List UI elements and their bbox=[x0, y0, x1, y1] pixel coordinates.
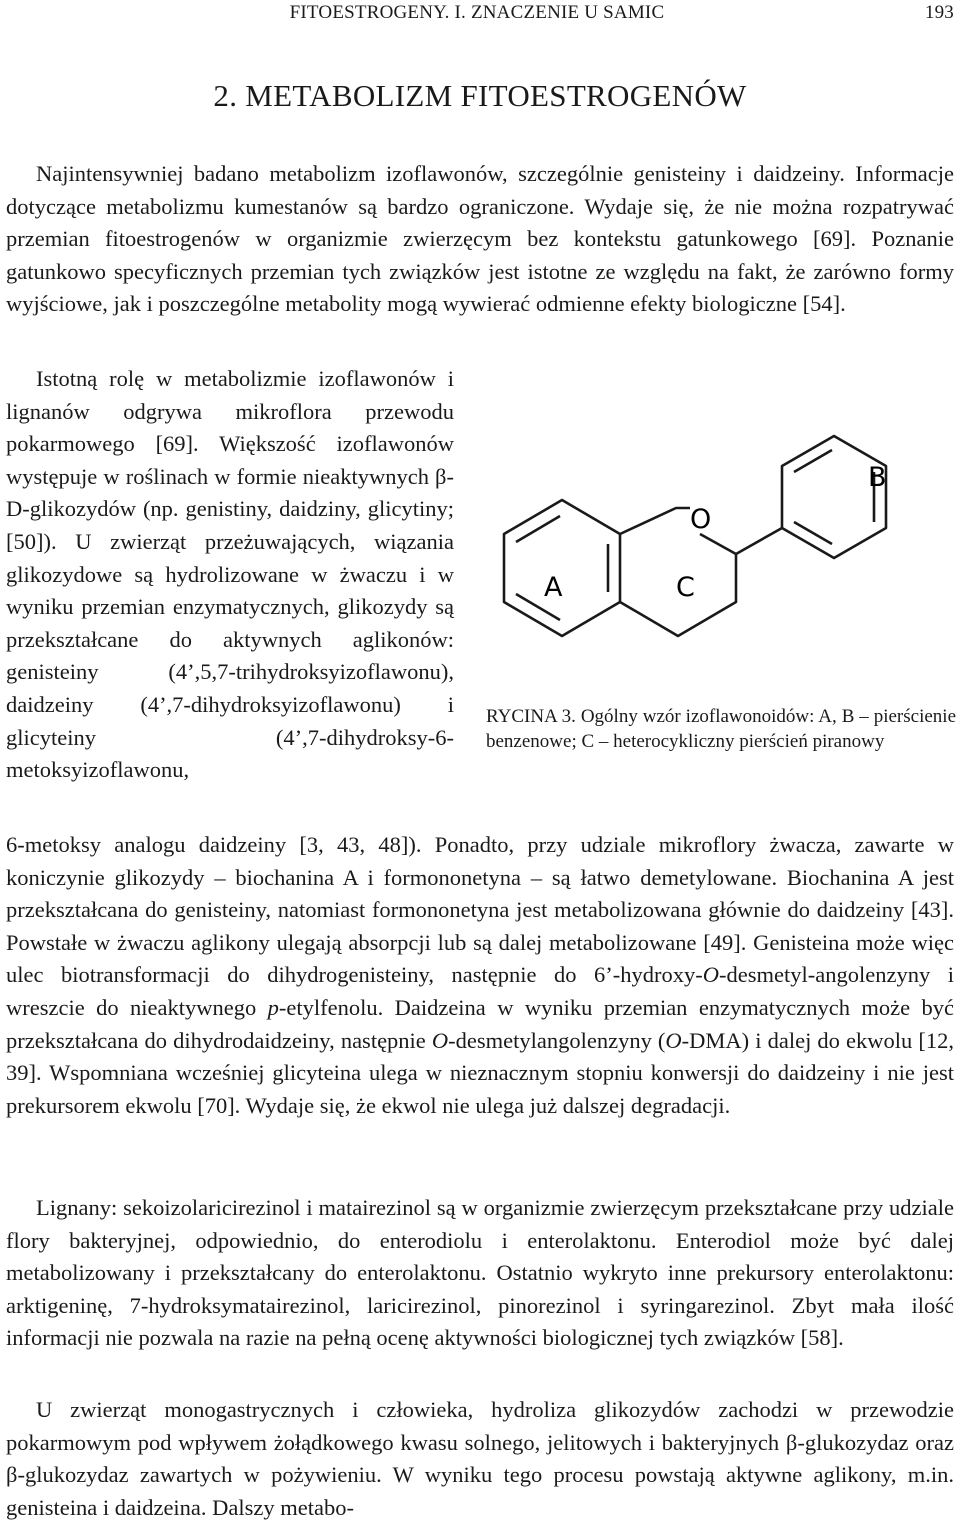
ring-a-outline bbox=[504, 500, 620, 636]
figure-caption: RYCINA 3. Ogólny wzór izoflawonoidów: A, B – pierścienie benzenowe; C – heterocykliczny pierścień piranowy bbox=[486, 706, 956, 752]
ring-a-label: A bbox=[544, 572, 563, 603]
italic-run: O bbox=[431, 1027, 449, 1053]
ring-link-bond bbox=[736, 528, 782, 554]
text-run: 6-metoksy analogu daidzeiny [3, 43, 48]). Ponadto, przy udziale mikroflory żwacza, zawarte w koniczynie glikozydy – biochanina A i formononetyna – są łatwo demetylowane. Biochanina A jest przekształcana do genisteiny, natomiast formononetyna jest metabolizowana głównie do daidzeiny [43]. Powstałe w żwaczu aglikony ulegają absorpcji lub są dalej metabolizowane [49]. Genisteina może więc ulec biotransformacji do dihydrogenisteiny, następnie do 6’-hydroxy- bbox=[6, 832, 954, 988]
ring-c-outline bbox=[620, 508, 690, 534]
ring-c-label: C bbox=[676, 572, 695, 603]
isoflavonoid-structure-diagram bbox=[486, 394, 956, 694]
section-heading: 2. METABOLIZM FITOESTROGENÓW bbox=[213, 78, 747, 113]
paragraph-microflora-continued bbox=[6, 829, 954, 1122]
ring-b-double-bond bbox=[794, 450, 832, 472]
paragraph-microflora: Istotną rolę w metabolizmie izoflawonów i lignanów odgrywa mikroflora przewodu pokarmowego [69]. Większość izoflawonów występuje w roślinach w formie nieaktywnych β-D-glikozydów (np. genistiny, daidziny, glicytiny; [50]). U zwierząt przeżuwających, wiązania glikozydowe są hydrolizowane w żwaczu i w wyniku przemian enzymatycznych, glikozydy są przekształcane do aktywnych aglikonów: genisteiny (4’,5,7-trihydroksyizoflawonu), daidzeiny (4’,7-dihydroksyizoflawonu) i glicyteiny (4’,7-dihydroksy-6-metoksyizoflawonu, bbox=[6, 366, 454, 783]
italic-run: p bbox=[267, 994, 279, 1020]
isoflavone-structure-figure bbox=[486, 394, 956, 794]
text-run: -desmetyl-angolenzyny i wreszcie do nieaktywnego bbox=[6, 962, 954, 1020]
ring-b-label: B bbox=[868, 462, 887, 493]
paragraph-monogastric: U zwierząt monogastrycznych i człowieka, hydroliza glikozydów zachodzi w przewodzie pokarmowym pod wpływem żołądkowego kwasu solnego, jelitowych i bakteryjnych β-glukozydaz oraz β-glukozydaz zawartych w pożywieniu. W wyniku tego procesu powstają aktywne aglikony, m.in. genisteina i daidzeina. Dalszy metabo- bbox=[6, 1397, 954, 1520]
running-title: FITOESTROGENY. I. ZNACZENIE U SAMIC bbox=[289, 2, 665, 23]
running-header bbox=[0, 2, 954, 26]
paragraph-lignans: Lignany: sekoizolaricirezinol i matairezinol są w organizmie zwierzęcym przekształcane przy udziale flory bakteryjnej, odpowiednio, do enterodiolu i enterolaktonu. Enterodiol może być dalej metabolizowany i przekształcany do enterolaktonu. Ostatnio wykryto inne prekursory enterolaktonu: arktigeninę, 7-hydroksymatairezinol, laricirezinol, pinorezinol i syringarezinol. Zbyt mała ilość informacji nie pozwala na razie na pełną ocenę aktywności biologicznej tych związków [58]. bbox=[6, 1195, 954, 1351]
page-number: 193 bbox=[924, 2, 954, 23]
ring-a-double-bond bbox=[516, 516, 560, 542]
oxygen-atom-label: O bbox=[690, 504, 712, 535]
italic-run: O bbox=[665, 1027, 682, 1053]
ring-b-double-bond bbox=[794, 522, 832, 544]
text-run: -desmetylangolenzyny ( bbox=[448, 1027, 666, 1053]
italic-run: O bbox=[702, 962, 720, 988]
ring-b-outline bbox=[782, 436, 886, 558]
text-run: -etylfenolu. Daidzeina w wyniku przemian enzymatycznych może być przekształcana do dihydrodaidzeiny, następnie bbox=[6, 994, 955, 1053]
text-run: -DMA) i dalej do ekwolu [12, 39]. Wspomniana wcześniej glicyteina ulega w nieznacznym stopniu konwersji do daidzeiny i nie jest prekursorem ekwolu [70]. Wydaje się, że ekwol nie ulega już dalszej degradacji. bbox=[6, 1027, 954, 1118]
paragraph-intro: Najintensywniej badano metabolizm izoflawonów, szczególnie genisteiny i daidzeiny. Informacje dotyczące metabolizmu kumestanów są bardzo ograniczone. Wydaje się, że nie można rozpatrywać przemian fitoestrogenów w organizmie zwierzęcym bez kontekstu gatunkowego [69]. Poznanie gatunkowo specyficznych przemian tych związków jest istotne ze względu na fakt, że zarówno formy wyjściowe, jak i poszczególne metabolity mogą wywierać odmienne efekty biologiczne [54]. bbox=[6, 161, 954, 317]
